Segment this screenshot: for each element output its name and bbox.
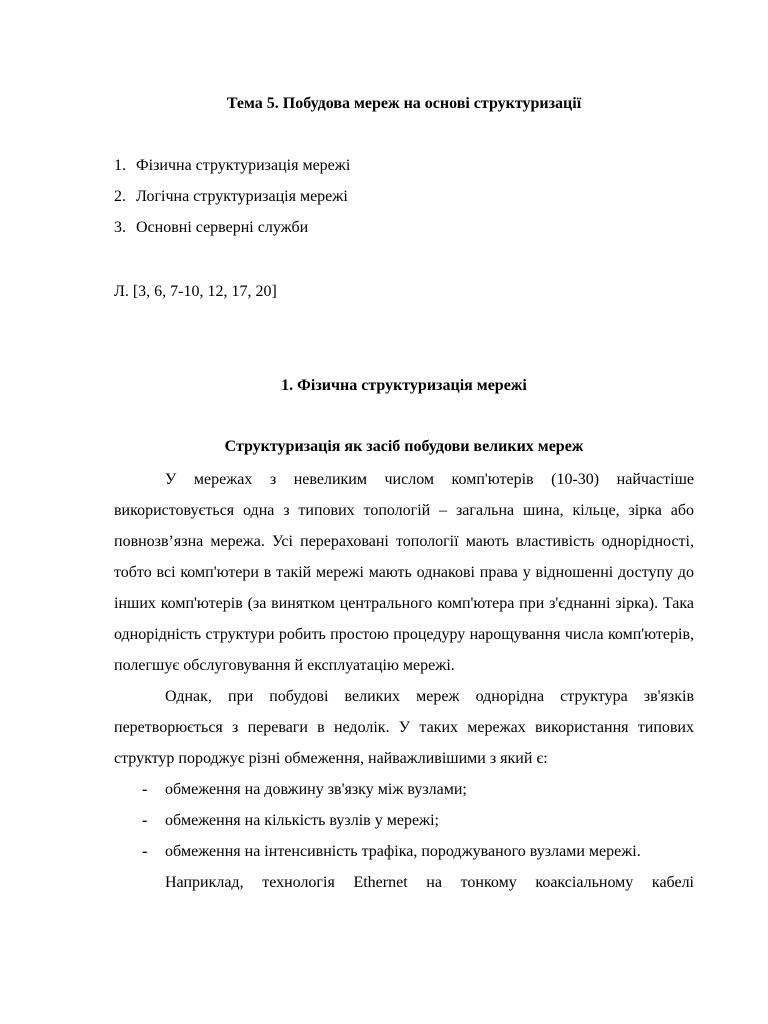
- paragraph: Однак, при побудові великих мереж однорідна структура зв'язків перетворюється з переваги в недолік. У таких мережах використання типових структур породжує різні обмеження, найважливішими з який є:: [114, 688, 694, 767]
- section-heading: 1. Фізична структуризація мережі: [281, 377, 527, 394]
- topic-text: Фізична структуризація мережі: [136, 157, 351, 174]
- document-title: Тема 5. Побудова мереж на основі структуризації: [226, 95, 582, 112]
- subsection-heading: Структуризація як засіб побудови великих мереж: [224, 438, 584, 455]
- topic-item: [114, 217, 350, 248]
- topic-text: Логічна структуризація мережі: [136, 188, 348, 205]
- list-item: [114, 805, 694, 836]
- topic-list: [114, 155, 350, 248]
- list-item: [114, 774, 694, 805]
- bullet-marker: -: [142, 812, 148, 829]
- bullet-marker: -: [142, 843, 148, 860]
- limitations-list: [114, 774, 694, 867]
- topic-text: Основні серверні служби: [136, 219, 309, 236]
- topic-item: [114, 155, 350, 186]
- literature-references: Л. [3, 6, 7-10, 12, 17, 20]: [114, 283, 277, 300]
- paragraph: Наприклад, технологія Ethernet на тонкому коаксіальному кабелі: [165, 874, 694, 891]
- list-item-text: обмеження на кількість вузлів у мережі;: [165, 812, 439, 829]
- topic-number: 2.: [114, 188, 126, 205]
- paragraph: У мережах з невеликим числом комп'ютерів (10-30) найчастіше використовується одна з типових топологій – загальна шина, кільце, зірка або повнозв’язна мережа. Усі перераховані топології мають властивість однорідності, тобто всі комп'ютери в такій мережі мають однакові права у відношенні доступу до інших комп'ютерів (за винятком центрального комп'ютера при з'єднанні зірка). Така однорідність структури робить простою процедуру нарощування числа комп'ютерів, полегшує обслуговування й експлуатацію мережі.: [114, 471, 694, 674]
- topic-number: 1.: [114, 157, 126, 174]
- topic-item: [114, 186, 350, 217]
- list-item-text: обмеження на інтенсивність трафіка, породжуваного вузлами мережі.: [165, 843, 641, 860]
- bullet-marker: -: [142, 781, 148, 798]
- body-text: [114, 464, 694, 898]
- topic-number: 3.: [114, 219, 126, 236]
- list-item-text: обмеження на довжину зв'язку між вузлами;: [165, 781, 467, 798]
- list-item: [114, 836, 694, 867]
